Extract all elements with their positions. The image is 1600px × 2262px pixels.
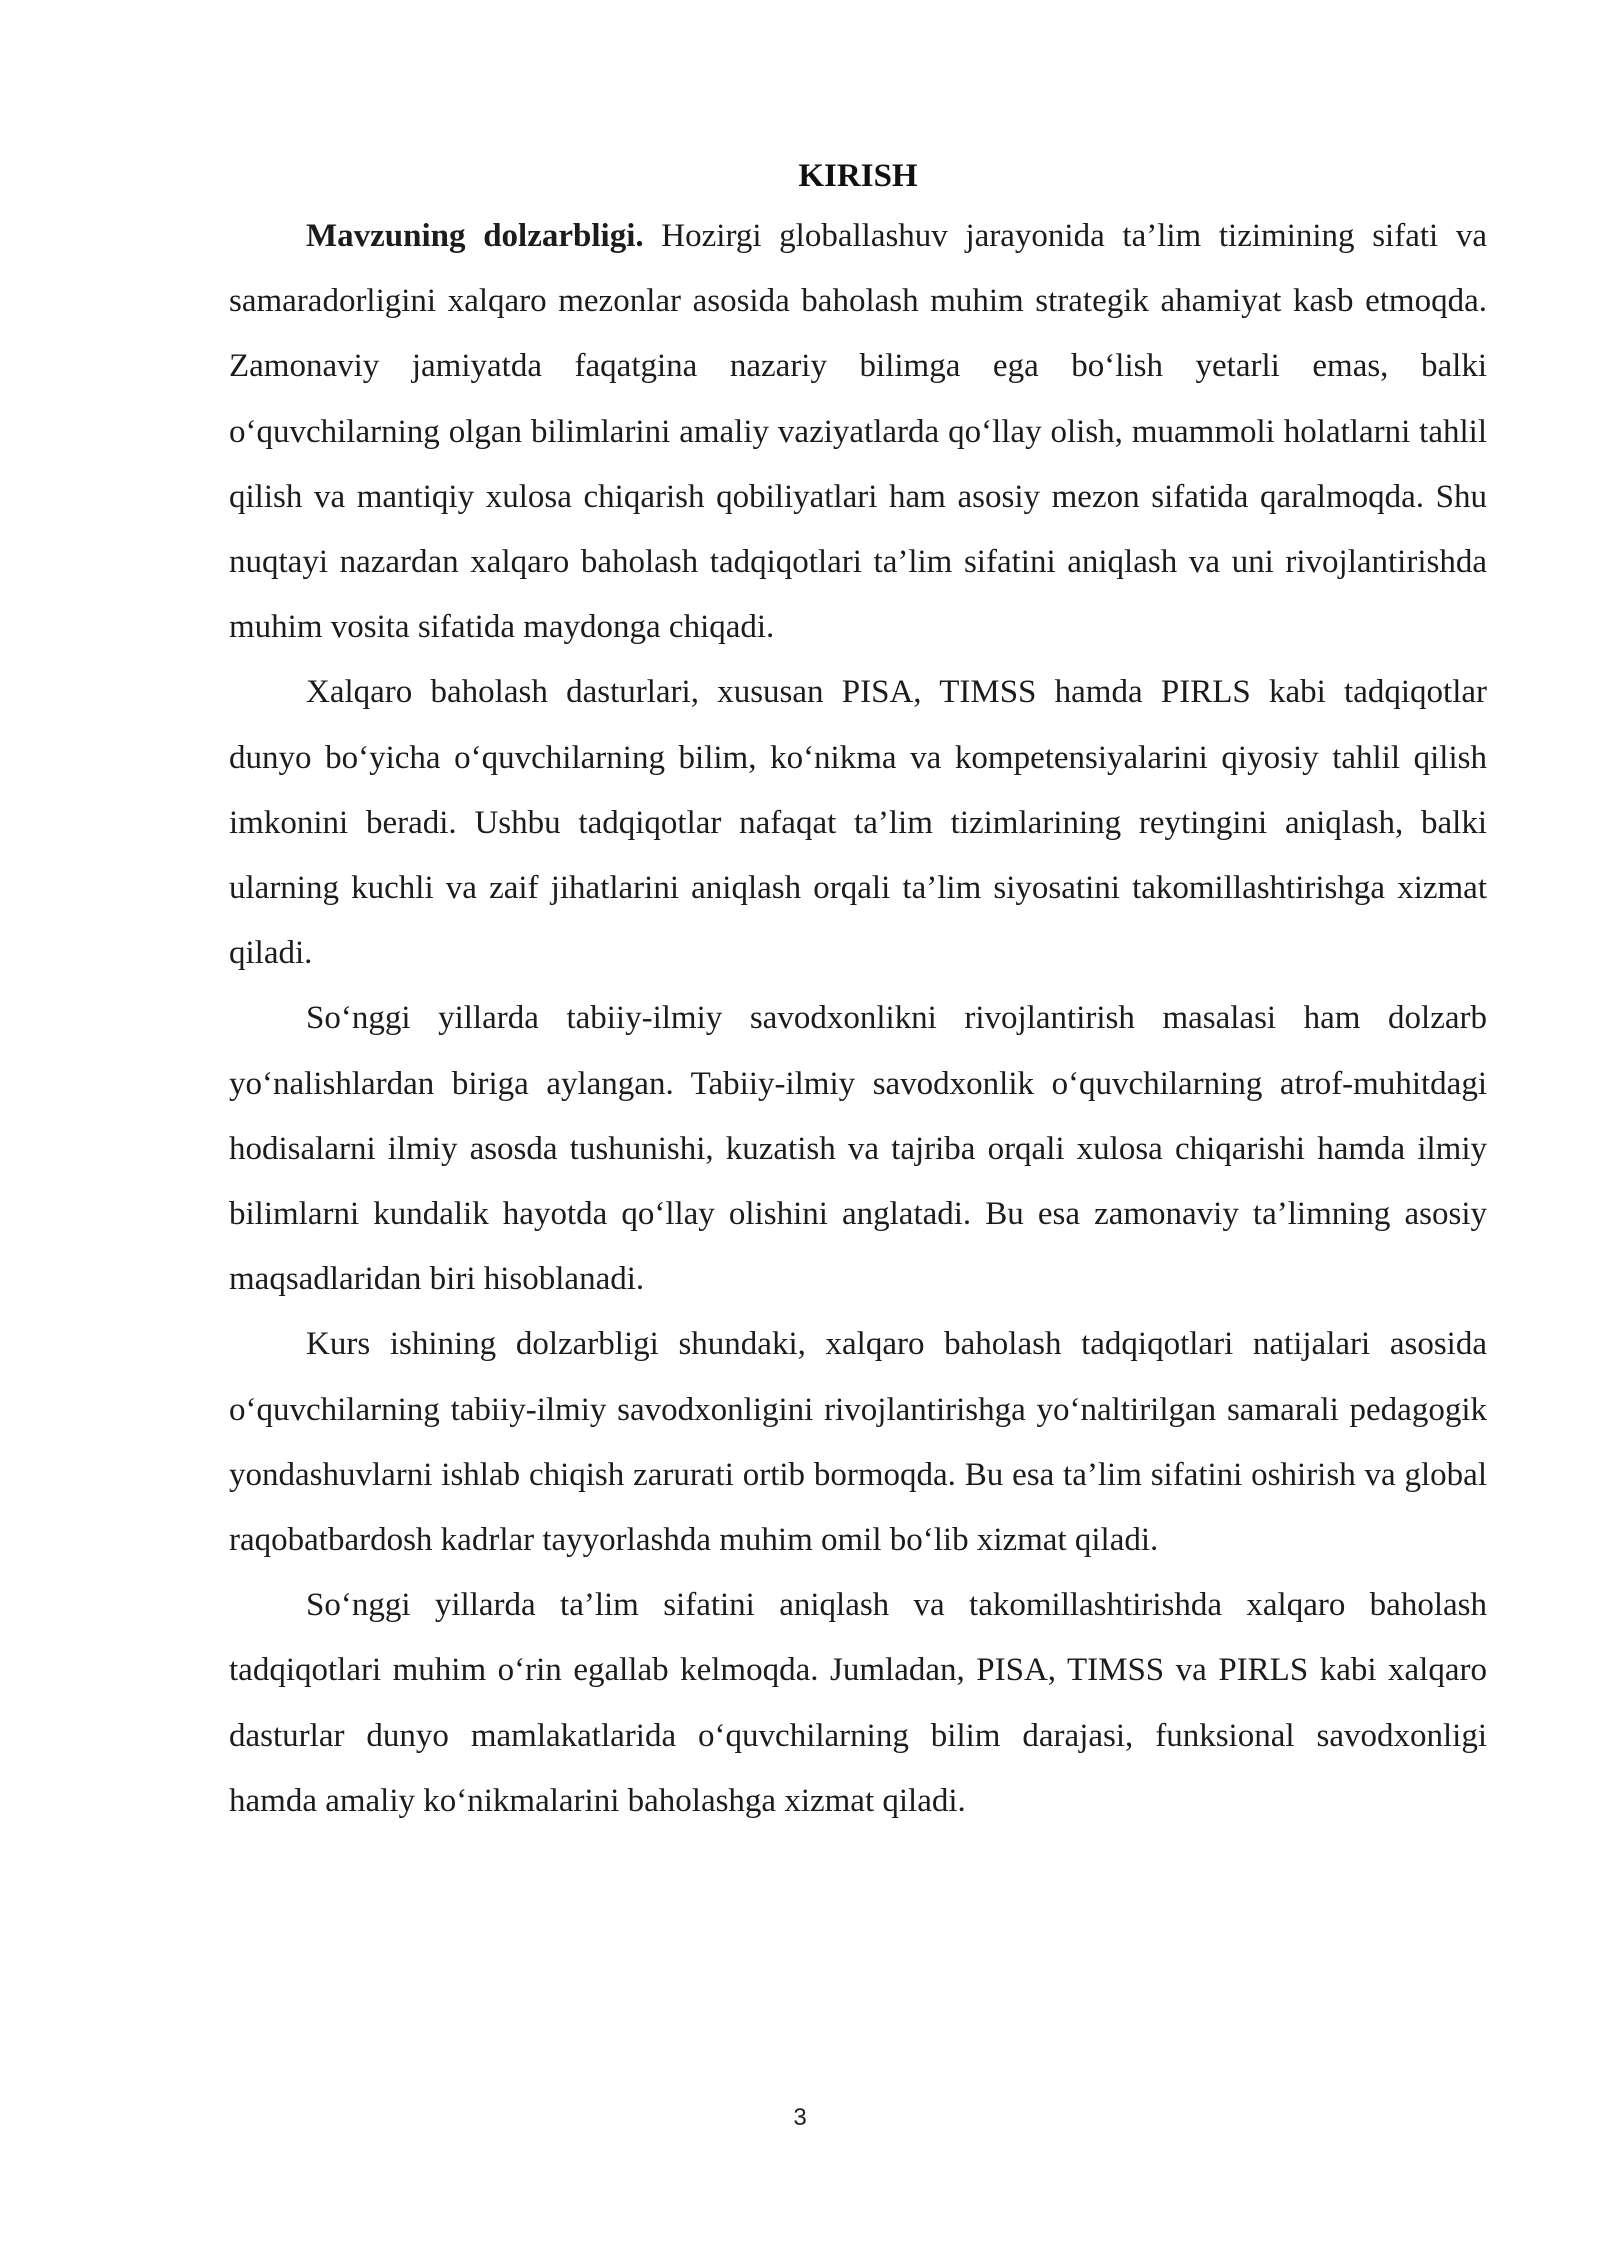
paragraph-course-relevance: Kurs ishining dolzarbligi shundaki, xalqaro baholash tadqiqotlari natijalari asosida o‘quvchilarning tabiiy-ilmiy savodxonligini rivojlantirishga yo‘naltirilgan samarali pedagogik yondashuvlarni ishlab chiqish zarurati ortib bormoqda. Bu esa ta’lim sifatini oshirish va global raqobatbardosh kadrlar tayyorlashda muhim omil bo‘lib xizmat qiladi.: [229, 1326, 1487, 1559]
paragraph-relevance: [229, 204, 1487, 660]
paragraph-text: Hozirgi globallashuv jarayonida ta’lim tizimining sifati va samaradorligini xalqaro mezonlar asosida baholash muhim strategik ahamiyat kasb etmoqda. Zamonaviy jamiyatda faqatgina nazariy bilimga ega bo‘lish yetarli emas, balki o‘quvchilarning olgan bilimlarini amaliy vaziyatlarda qo‘llay olish, muammoli holatlarni tahlil qilish va mantiqiy xulosa chiqarish qobiliyatlari ham asosiy mezon sifatida qaralmoqda. Shu nuqtayi nazardan xalqaro baholash tadqiqotlari ta’lim sifatini aniqlash va uni rivojlantirishda muhim vosita sifatida maydonga chiqadi.: [229, 218, 1488, 646]
paragraph-lead: Mavzuning dolzarbligi.: [306, 218, 644, 254]
paragraph-international-studies: So‘nggi yillarda ta’lim sifatini aniqlash va takomillashtirishda xalqaro baholash tadqiqotlari muhim o‘rin egallab kelmoqda. Jumladan, PISA, TIMSS va PIRLS kabi xalqaro dasturlar dunyo mamlakatlarida o‘quvchilarning bilim darajasi, funksional savodxonligi hamda amaliy ko‘nikmalarini baholashga xizmat qiladi.: [229, 1587, 1487, 1819]
section-heading: KIRISH: [798, 158, 918, 194]
document-body: [229, 148, 1487, 1834]
page-number: 3: [793, 2104, 807, 2131]
paragraph-assessment-programs: Xalqaro baholash dasturlari, xususan PISA, TIMSS hamda PIRLS kabi tadqiqotlar dunyo bo‘yicha o‘quvchilarning bilim, ko‘nikma va kompetensiyalarini qiyosiy tahlil qilish imkonini beradi. Ushbu tadqiqotlar nafaqat ta’lim tizimlarining reytingini aniqlash, balki ularning kuchli va zaif jihatlarini aniqlash orqali ta’lim siyosatini takomillashtirishga xizmat qiladi.: [229, 674, 1487, 972]
paragraph-science-literacy: So‘nggi yillarda tabiiy-ilmiy savodxonlikni rivojlantirish masalasi ham dolzarb yo‘nalishlardan biriga aylangan. Tabiiy-ilmiy savodxonlik o‘quvchilarning atrof-muhitdagi hodisalarni ilmiy asosda tushunishi, kuzatish va tajriba orqali xulosa chiqarishi hamda ilmiy bilimlarni kundalik hayotda qo‘llay olishini anglatadi. Bu esa zamonaviy ta’limning asosiy maqsadlaridan biri hisoblanadi.: [229, 1000, 1487, 1298]
